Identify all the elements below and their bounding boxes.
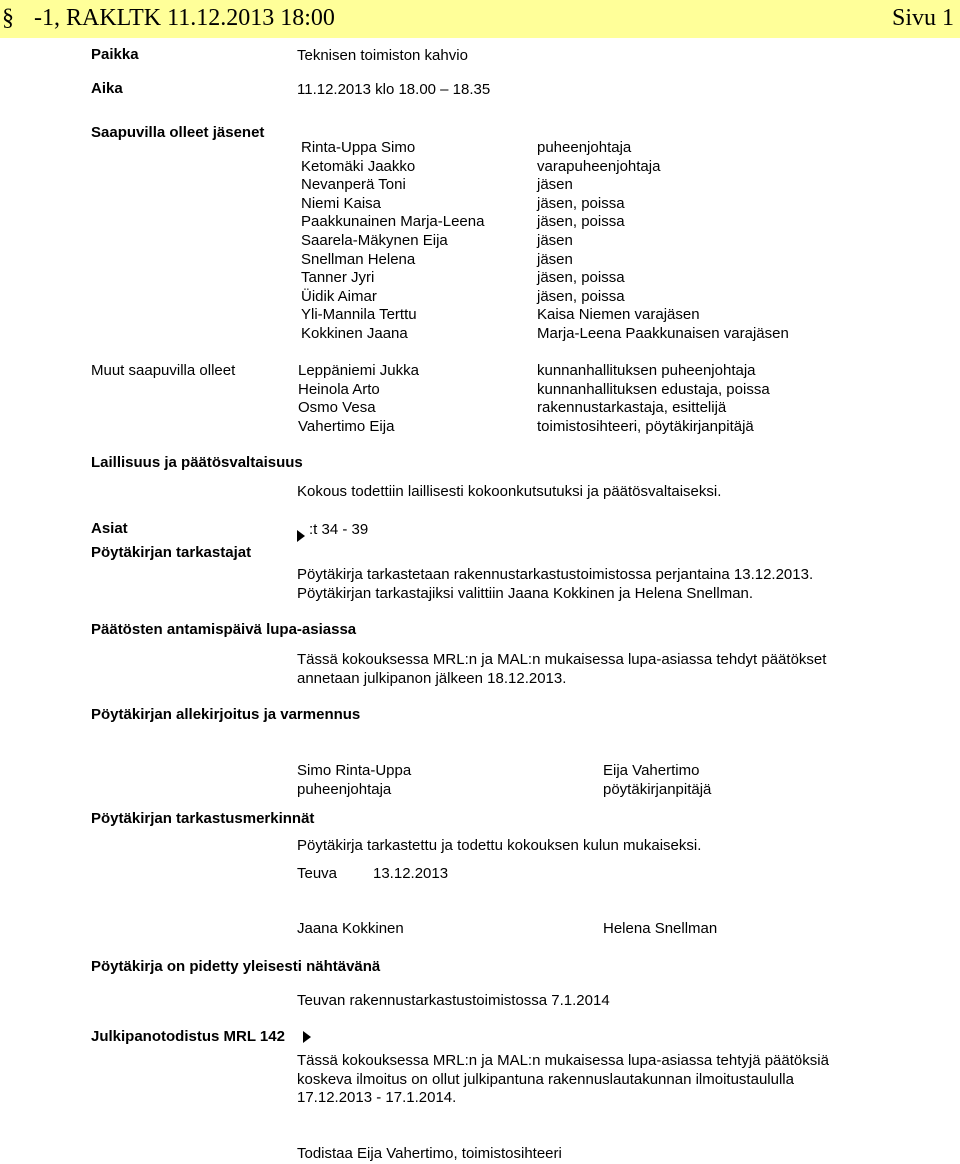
text-line: Pöytäkirja tarkastetaan rakennustarkastustoimistossa perjantaina 13.12.2013. xyxy=(297,566,814,583)
certifier: Todistaa Eija Vahertimo, toimistosihteeri xyxy=(297,1145,562,1162)
other-name: Vahertimo Eija xyxy=(298,417,395,435)
place: Teuva xyxy=(297,865,338,882)
member-name: Ketomäki Jaakko xyxy=(301,157,416,175)
other-roles xyxy=(537,362,770,436)
chair-name: Simo Rinta-Uppa xyxy=(297,762,412,779)
page-number: Sivu 1 xyxy=(891,5,954,31)
allekirjoitus-label: Pöytäkirjan allekirjoitus ja varmennus xyxy=(91,706,361,723)
secretary-name: Eija Vahertimo xyxy=(603,762,700,779)
member-role: jäsen, poissa xyxy=(537,269,625,287)
other-name: Leppäniemi Jukka xyxy=(298,362,419,379)
other-role: toimistosihteeri, pöytäkirjanpitäjä xyxy=(537,417,754,435)
member-role: jäsen, poissa xyxy=(537,287,625,305)
member-name: Kokkinen Jaana xyxy=(301,324,408,342)
julkipano-text xyxy=(297,1052,829,1108)
paikka-label: Paikka xyxy=(91,46,139,63)
members-label: Saapuvilla olleet jäsenet xyxy=(91,124,265,141)
text-line: Tässä kokouksessa MRL:n ja MAL:n mukaisessa lupa-asiassa tehtyjä päätöksiä xyxy=(297,1052,829,1069)
antamispaiva-label: Päätösten antamispäivä lupa-asiassa xyxy=(91,621,357,638)
nahtavana-label: Pöytäkirja on pidetty yleisesti nähtävänä xyxy=(91,958,381,975)
legality-text: Kokous todettiin laillisesti kokoonkutsutuksi ja päätösvaltaiseksi. xyxy=(297,483,722,500)
page-header xyxy=(0,0,960,38)
member-name: Niemi Kaisa xyxy=(301,194,382,212)
secretary-role: pöytäkirjanpitäjä xyxy=(603,781,712,798)
member-role: jäsen xyxy=(537,231,573,249)
member-role: puheenjohtaja xyxy=(537,139,632,156)
member-name: Üidik Aimar xyxy=(301,287,377,305)
chair-role: puheenjohtaja xyxy=(297,781,392,798)
member-name: Paakkunainen Marja-Leena xyxy=(301,213,485,231)
date: 13.12.2013 xyxy=(373,865,449,882)
member-roles xyxy=(537,139,789,344)
member-role: Kaisa Niemen varajäsen xyxy=(537,306,700,324)
member-name: Snellman Helena xyxy=(301,250,416,268)
member-role: jäsen, poissa xyxy=(537,194,625,212)
member-role: jäsen xyxy=(537,250,573,268)
legality-label: Laillisuus ja päätösvaltaisuus xyxy=(91,454,303,471)
member-name: Saarela-Mäkynen Eija xyxy=(301,231,448,249)
other-names xyxy=(298,362,419,436)
tarkastajat-label: Pöytäkirjan tarkastajat xyxy=(91,544,252,561)
other-name: Heinola Arto xyxy=(298,380,380,398)
tarkastusmerkinnat-label: Pöytäkirjan tarkastusmerkinnät xyxy=(91,810,315,827)
inspector-1-name: Jaana Kokkinen xyxy=(297,920,404,937)
member-name: Rinta-Uppa Simo xyxy=(301,139,416,156)
paikka-value: Teknisen toimiston kahvio xyxy=(297,47,468,64)
section-arrow-icon xyxy=(297,530,307,542)
tarkastajat-text xyxy=(297,566,813,603)
member-role: jäsen xyxy=(537,176,573,194)
document-title: -1, RAKLTK 11.12.2013 18:00 xyxy=(34,5,335,31)
other-role: kunnanhallituksen edustaja, poissa xyxy=(537,380,770,398)
text-line: Tässä kokouksessa MRL:n ja MAL:n mukaisessa lupa-asiassa tehdyt päätökset xyxy=(297,651,827,668)
section-arrow-icon xyxy=(303,1031,313,1043)
member-role: jäsen, poissa xyxy=(537,213,625,231)
section-sign: § xyxy=(2,5,14,31)
other-role: rakennustarkastaja, esittelijä xyxy=(537,399,727,417)
other-name: Osmo Vesa xyxy=(298,399,376,417)
antamispaiva-text xyxy=(297,651,826,688)
aika-label: Aika xyxy=(91,80,123,97)
asiat-value: :t 34 - 39 xyxy=(309,521,369,538)
others-label: Muut saapuvilla olleet xyxy=(91,362,236,379)
text-line: 17.12.2013 - 17.1.2014. xyxy=(297,1089,457,1106)
text-line: annetaan julkipanon jälkeen 18.12.2013. xyxy=(297,669,567,687)
other-role: kunnanhallituksen puheenjohtaja xyxy=(537,362,756,379)
member-name: Nevanperä Toni xyxy=(301,176,406,194)
member-role: Marja-Leena Paakkunaisen varajäsen xyxy=(537,324,789,342)
text-line: Pöytäkirjan tarkastajiksi valittiin Jaana Kokkinen ja Helena Snellman. xyxy=(297,584,754,602)
inspector-2-name: Helena Snellman xyxy=(603,920,718,937)
tarkastusmerkinnat-text: Pöytäkirja tarkastettu ja todettu kokouksen kulun mukaiseksi. xyxy=(297,837,702,854)
member-name: Tanner Jyri xyxy=(301,269,375,287)
member-names xyxy=(301,139,484,344)
nahtavana-text: Teuvan rakennustarkastustoimistossa 7.1.2014 xyxy=(297,992,610,1009)
aika-value: 11.12.2013 klo 18.00 – 18.35 xyxy=(297,81,491,98)
julkipano-label: Julkipanotodistus MRL 142 xyxy=(91,1028,285,1045)
asiat-label: Asiat xyxy=(91,520,128,537)
member-name: Yli-Mannila Terttu xyxy=(301,306,417,324)
member-role: varapuheenjohtaja xyxy=(537,157,661,175)
text-line: koskeva ilmoitus on ollut julkipantuna rakennuslautakunnan ilmoitustaululla xyxy=(297,1070,794,1088)
